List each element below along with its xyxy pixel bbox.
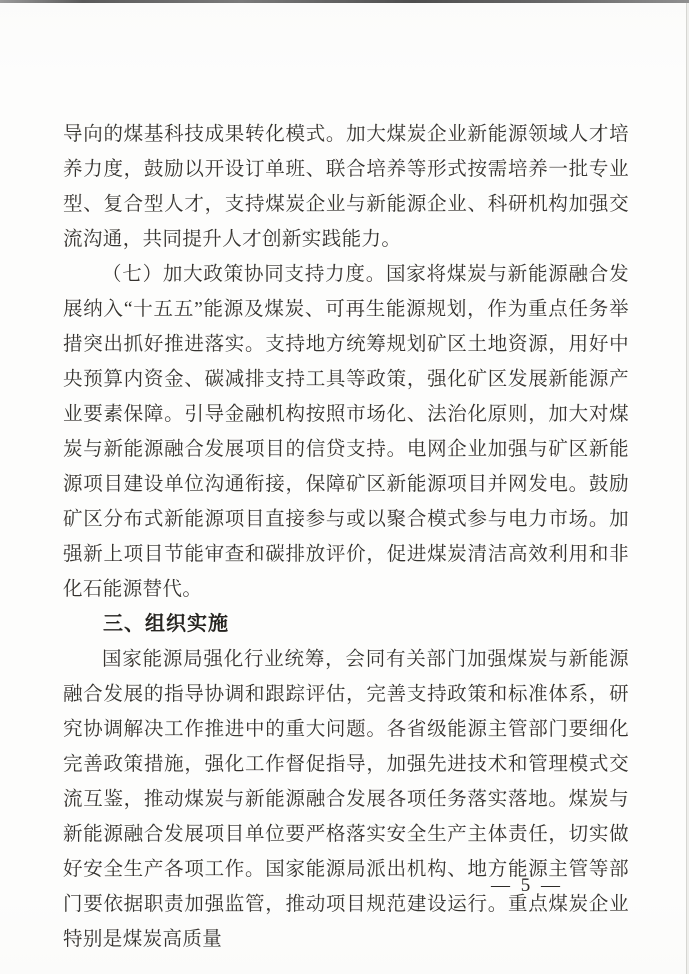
paragraph-talent-continued: 导向的煤基科技成果转化模式。加大煤炭企业新能源领域人才培养力度，鼓励以开设订单班、联合培养等形式按需培养一批专业型、复合型人才，支持煤炭企业与新能源企业、科研机构加强交流沟通，共同提升人才创新实践能力。 [63,124,629,250]
paragraph-policy-support: （七）加大政策协同支持力度。国家将煤炭与新能源融合发展纳入“十五五”能源及煤炭、可再生能源规划，作为重点任务举措突出抓好推进落实。支持地方统筹规划矿区土地资源，用好中央预算内资金、碳减排支持工具等政策，强化矿区发展新能源产业要素保障。引导金融机构按照市场化、法治化原则，加大对煤炭与新能源融合发展项目的信贷支持。电网企业加强与矿区新能源项目建设单位沟通衔接，保障矿区新能源项目并网发电。鼓励矿区分布式新能源项目直接参与或以聚合模式参与电力市场。加强新上项目节能审查和碳排放评价，促进煤炭清洁高效利用和非化石能源替代。 [63,264,629,600]
scan-edge-top [0,0,689,3]
document-body [63,117,629,957]
paragraph-implementation: 国家能源局强化行业统筹，会同有关部门加强煤炭与新能源融合发展的指导协调和跟踪评估，完善支持政策和标准体系，研究协调解决工作推进中的重大问题。各省级能源主管部门要细化完善政策措施，强化工作督促指导，加强先进技术和管理模式交流互鉴，推动煤炭与新能源融合发展各项任务落实落地。煤炭与新能源融合发展项目单位要严格落实安全生产主体责任，切实做好安全生产各项工作。国家能源局派出机构、地方能源主管等部门要依据职责加强监管，推动项目规范建设运行。重点煤炭企业特别是煤炭高质量 [63,649,629,950]
scan-edge-right [686,3,687,974]
section-heading-organization: 三、组织实施 [103,613,229,635]
page-number: — 5 — [491,875,563,896]
